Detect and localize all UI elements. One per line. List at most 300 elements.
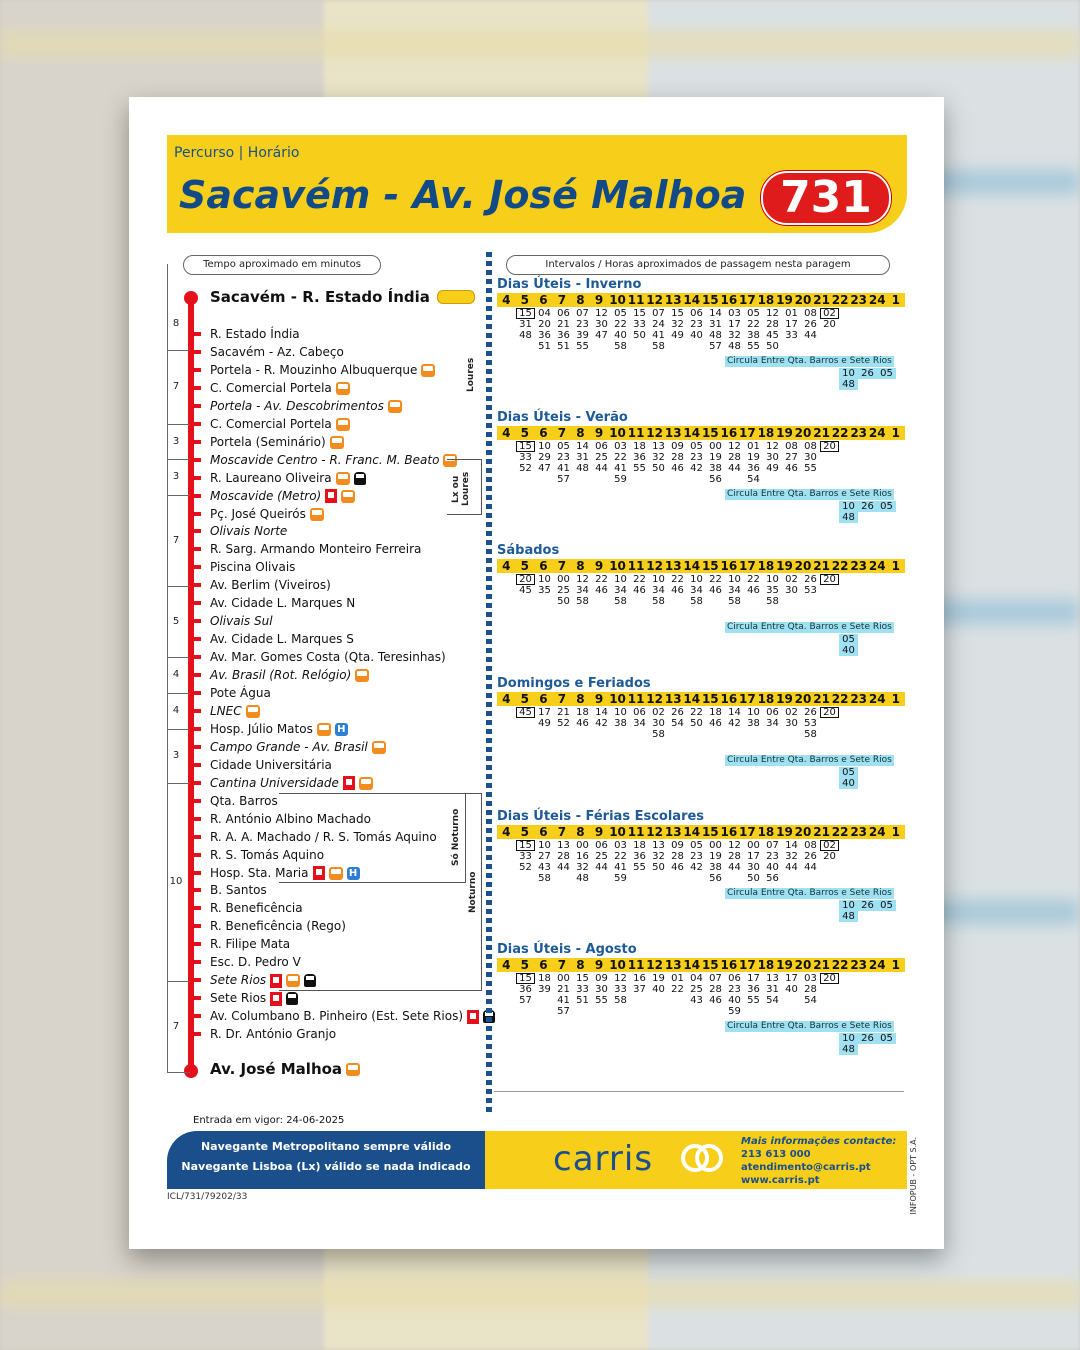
hour-label: 21 (813, 692, 830, 706)
zone-noturno-label: Noturno (468, 871, 478, 913)
hour-column (706, 308, 725, 352)
stop-label: Pote Água (210, 686, 271, 700)
stop-name (210, 684, 271, 702)
stop-name (210, 558, 295, 576)
hour-label: 13 (664, 825, 682, 839)
hour-label: 15 (701, 958, 719, 972)
hour-label: 8 (576, 692, 585, 706)
departure-minute: 59 (614, 873, 627, 884)
hour-label: 16 (720, 958, 738, 972)
departure-minute: 38 (747, 330, 760, 341)
hour-label: 7 (557, 825, 567, 839)
departure-minute: 18 (709, 707, 722, 718)
minutes-grid (497, 973, 905, 1053)
hour-column (516, 574, 535, 596)
hour-column (801, 574, 820, 596)
hour-label: 1 (891, 692, 900, 706)
departure-minute: 13 (557, 840, 570, 851)
departure-minute: 39 (576, 330, 589, 341)
departure-minute: 55 (804, 463, 817, 474)
stop-tick (188, 960, 201, 964)
departure-minute: 01 (785, 308, 798, 319)
minutes-grid (497, 840, 905, 920)
departure-minute: 51 (557, 341, 570, 352)
departure-minute: 02 (820, 308, 839, 319)
stop-tick (188, 996, 201, 1000)
departure-minute: 16 (576, 851, 589, 862)
time-note: Tempo aproximado em minutos (183, 255, 381, 275)
departure-minute: 46 (671, 463, 684, 474)
stop-name (210, 288, 430, 306)
departure-minute: 44 (595, 862, 608, 873)
hour-label: 11 (627, 293, 645, 307)
hour-column (516, 707, 535, 718)
hour-column (782, 840, 801, 873)
night-service-note: Circula Entre Qta. Barros e Sete Rios (727, 755, 892, 765)
stop-name (210, 792, 278, 810)
hour-label: 16 (720, 692, 738, 706)
departure-minute: 05 (690, 840, 703, 851)
hour-column (763, 840, 782, 884)
hour-label: 18 (757, 293, 775, 307)
departure-minute: 01 (747, 441, 760, 452)
night-minute: 48 (839, 1044, 858, 1055)
hour-label: 22 (831, 293, 849, 307)
departure-minute: 18 (576, 707, 589, 718)
departure-minute: 17 (747, 973, 760, 984)
departure-minute: 48 (576, 463, 589, 474)
hour-column (725, 441, 744, 474)
hour-column (687, 707, 706, 729)
hour-label: 20 (794, 293, 812, 307)
hour-label: 19 (776, 958, 793, 972)
hour-column (592, 441, 611, 474)
departure-minute: 58 (614, 341, 627, 352)
stop-label: Pç. José Queirós (210, 506, 306, 521)
departure-minute: 40 (690, 330, 703, 341)
departure-minute: 14 (576, 441, 589, 452)
navegante-lisboa: Navegante Lisboa (Lx) válido se nada indicado (181, 1160, 471, 1173)
night-minute: 05 (877, 368, 896, 379)
hour-label: 12 (646, 958, 663, 972)
departure-minute: 20 (820, 441, 839, 452)
departure-minute: 55 (633, 862, 646, 873)
hour-label: 15 (701, 692, 719, 706)
departure-minute: 38 (614, 718, 627, 729)
departure-minute: 57 (557, 1006, 570, 1017)
night-service-note: Circula Entre Qta. Barros e Sete Rios (727, 888, 892, 898)
departure-minute: 20 (538, 319, 551, 330)
departure-minute: 03 (804, 973, 817, 984)
departure-minute: 27 (785, 452, 798, 463)
stop-name (210, 630, 354, 648)
hour-label: 24 (868, 559, 886, 573)
hour-label: 1 (891, 426, 900, 440)
departure-minute: 02 (785, 574, 798, 585)
night-minute: 10 (839, 1033, 858, 1044)
hour-label: 7 (557, 426, 567, 440)
hour-label: 24 (868, 293, 886, 307)
hour-column (820, 973, 839, 984)
hour-column (801, 707, 820, 740)
segment-minutes: 8 (172, 317, 180, 329)
hour-header (497, 825, 905, 839)
hour-label: 23 (850, 958, 868, 972)
hour-label: 10 (609, 958, 626, 972)
departure-minute: 37 (633, 984, 646, 995)
you-are-here-icon (437, 290, 475, 304)
departure-minute: 05 (557, 441, 570, 452)
stop-label: R. Filipe Mata (210, 937, 291, 952)
hour-column (668, 308, 687, 341)
night-departures (858, 501, 877, 512)
timetable-title: Dias Úteis - Inverno (497, 277, 642, 292)
phone[interactable]: 213 613 000 (741, 1149, 811, 1160)
stop-tick (188, 924, 201, 928)
segment-minutes: 3 (172, 471, 180, 482)
departure-minute: 16 (633, 973, 646, 984)
hour-label: 12 (646, 825, 663, 839)
hour-label: 15 (701, 559, 719, 573)
departure-minute: 26 (804, 707, 817, 718)
hour-column (630, 308, 649, 341)
hour-column (630, 973, 649, 995)
hour-column (573, 840, 592, 884)
hour-column (744, 441, 763, 485)
departure-minute: 46 (595, 585, 608, 596)
departure-minute: 10 (652, 574, 665, 585)
departure-minute: 00 (709, 840, 722, 851)
stop-label: Portela - Av. Descobrimentos (210, 398, 384, 413)
stop-label: Av. Cidade L. Marques S (210, 632, 354, 647)
zone-lx-label: Lx ou Loures (451, 471, 471, 507)
hour-label: 1 (891, 958, 900, 972)
carris-logo-icon (681, 1144, 725, 1174)
departure-minute: 00 (576, 840, 589, 851)
departure-minute: 00 (747, 840, 760, 851)
night-departures (839, 368, 858, 390)
bus-icon (246, 705, 260, 718)
hour-label: 10 (609, 293, 626, 307)
hour-label: 15 (701, 293, 719, 307)
hour-column (801, 308, 820, 341)
hour-header (497, 426, 905, 440)
hour-column (554, 973, 573, 1017)
stop-label: Moscavide (Metro) (210, 488, 322, 503)
departure-minute: 58 (614, 995, 627, 1006)
stop-tick (188, 1032, 201, 1036)
departure-minute: 59 (614, 474, 627, 485)
stop-label: Av. José Malhoa (210, 1060, 343, 1078)
hour-label: 4 (502, 958, 511, 972)
hour-label: 16 (720, 825, 738, 839)
departure-minute: 44 (595, 463, 608, 474)
header-subtitle: Percurso | Horário (174, 145, 300, 161)
hour-label: 22 (831, 692, 849, 706)
background-band (0, 30, 1080, 58)
hour-label: 15 (701, 825, 719, 839)
hour-column (535, 973, 554, 995)
hour-header (497, 958, 905, 972)
departure-minute: 14 (728, 707, 741, 718)
hour-label: 15 (701, 426, 719, 440)
stop-label: B. Santos (210, 883, 267, 898)
stop-tick (188, 1014, 201, 1018)
stop-label: C. Comercial Portela (210, 416, 332, 431)
hour-column (820, 840, 839, 862)
hour-label: 20 (794, 692, 812, 706)
departure-minute: 14 (785, 840, 798, 851)
departure-minute: 23 (690, 452, 703, 463)
hour-label: 23 (850, 825, 868, 839)
website-link[interactable]: www.carris.pt (741, 1175, 820, 1186)
hour-label: 14 (683, 293, 701, 307)
column-divider (486, 252, 492, 1112)
stop-tick (188, 637, 201, 641)
metro-icon (343, 776, 355, 790)
hour-column (801, 973, 820, 1006)
hour-label: 6 (539, 293, 548, 307)
metro-icon (325, 489, 337, 503)
hour-column (706, 574, 725, 596)
night-service-note: Circula Entre Qta. Barros e Sete Rios (727, 489, 892, 499)
stop-tick (188, 709, 201, 713)
departure-minute: 52 (519, 862, 532, 873)
stop-label: Portela - R. Mouzinho Albuquerque (210, 362, 418, 377)
route-line (188, 297, 194, 1072)
departure-minute: 17 (747, 851, 760, 862)
hour-column (725, 973, 744, 1017)
hour-label: 19 (776, 426, 793, 440)
stop-label: R. A. A. Machado / R. S. Tomás Aquino (210, 829, 437, 844)
stop-tick (188, 332, 201, 336)
hour-label: 17 (739, 426, 756, 440)
departure-minute: 40 (785, 984, 798, 995)
hour-column (725, 840, 744, 873)
timetable-block (497, 277, 905, 388)
departure-minute: 03 (614, 840, 627, 851)
departure-minute: 38 (747, 718, 760, 729)
departure-minute: 22 (595, 574, 608, 585)
departure-minute: 28 (804, 984, 817, 995)
hour-label: 5 (520, 692, 529, 706)
stop-label: Moscavide Centro - R. Franc. M. Beato (210, 452, 440, 467)
hour-label: 16 (720, 293, 738, 307)
departure-minute: 07 (709, 973, 722, 984)
interval-note: Intervalos / Horas aproximados de passagem nesta paragem (506, 255, 890, 275)
stop-label: R. António Albino Machado (210, 811, 371, 826)
departure-minute: 50 (633, 330, 646, 341)
header-banner (167, 135, 907, 233)
stop-tick (188, 619, 201, 623)
stop-tick (188, 404, 201, 408)
hour-column (611, 840, 630, 884)
departure-minute: 12 (595, 308, 608, 319)
stop-tick (188, 529, 201, 533)
departure-minute: 54 (671, 718, 684, 729)
hour-column (725, 707, 744, 729)
stop-name (210, 469, 366, 487)
hour-column (573, 973, 592, 1006)
departure-minute: 49 (766, 463, 779, 474)
hour-label: 21 (813, 825, 830, 839)
night-minute: 05 (877, 1033, 896, 1044)
minutes-grid (497, 707, 905, 787)
night-minute: 10 (839, 900, 858, 911)
hour-label: 9 (594, 559, 604, 573)
departure-minute: 12 (728, 441, 741, 452)
segment-minutes: 5 (172, 615, 180, 627)
hour-column (820, 308, 839, 330)
hour-column (687, 441, 706, 474)
hour-label: 13 (664, 293, 682, 307)
departure-minute: 32 (728, 330, 741, 341)
departure-minute: 18 (538, 973, 551, 984)
departure-minute: 28 (766, 319, 779, 330)
segment-minutes: 7 (172, 1020, 180, 1032)
hour-column (592, 973, 611, 1006)
departure-minute: 34 (633, 718, 646, 729)
hour-column (535, 441, 554, 474)
departure-minute: 20 (820, 707, 839, 718)
departure-minute: 28 (671, 851, 684, 862)
departure-minute: 32 (652, 452, 665, 463)
departure-minute: 30 (785, 718, 798, 729)
hour-label: 11 (627, 692, 645, 706)
departure-minute: 59 (728, 1006, 741, 1017)
email-link[interactable]: atendimento@carris.pt (741, 1162, 871, 1173)
bus-icon (336, 418, 350, 431)
departure-minute: 22 (671, 984, 684, 995)
departure-minute: 58 (652, 341, 665, 352)
night-minute: 05 (839, 634, 858, 645)
departure-minute: 31 (519, 319, 532, 330)
hour-label: 10 (609, 825, 626, 839)
entry-date: Entrada em vigor: 24-06-2025 (193, 1115, 345, 1126)
hour-label: 16 (720, 559, 738, 573)
night-departures (839, 900, 858, 922)
departure-minute: 57 (557, 474, 570, 485)
departure-minute: 07 (766, 840, 779, 851)
segment-divider (167, 495, 190, 496)
departure-minute: 30 (652, 718, 665, 729)
segment-divider (167, 459, 190, 460)
departure-minute: 21 (557, 319, 570, 330)
departure-minute: 55 (747, 995, 760, 1006)
departure-minute: 36 (519, 984, 532, 995)
hour-label: 5 (520, 825, 529, 839)
hour-label: 10 (609, 426, 626, 440)
departure-minute: 22 (671, 574, 684, 585)
hour-label: 18 (757, 559, 775, 573)
departure-minute: 19 (709, 452, 722, 463)
stop-label: R. Dr. António Granjo (210, 1027, 337, 1042)
stop-label: Campo Grande - Av. Brasil (210, 739, 368, 754)
hour-column (535, 840, 554, 884)
departure-minute: 25 (557, 585, 570, 596)
hour-column (782, 707, 801, 729)
stop-label: Esc. D. Pedro V (210, 955, 301, 970)
departure-minute: 46 (747, 585, 760, 596)
minutes-grid (497, 574, 905, 654)
hour-column (516, 840, 535, 873)
departure-minute: 35 (538, 585, 551, 596)
hour-label: 9 (594, 293, 604, 307)
hour-label: 14 (683, 559, 701, 573)
timetable-block (497, 676, 905, 787)
departure-minute: 48 (576, 873, 589, 884)
departure-minute: 00 (557, 574, 570, 585)
hour-label: 20 (794, 958, 812, 972)
departure-minute: 23 (690, 851, 703, 862)
departure-minute: 18 (633, 840, 646, 851)
stop-label: Hosp. Sta. Maria (210, 865, 309, 880)
departure-minute: 36 (633, 452, 646, 463)
hour-column (763, 574, 782, 607)
departure-minute: 06 (557, 308, 570, 319)
night-service-note: Circula Entre Qta. Barros e Sete Rios (727, 622, 892, 632)
hour-label: 9 (594, 958, 604, 972)
hour-label: 22 (831, 559, 849, 573)
departure-minute: 52 (519, 463, 532, 474)
stop-label: R. Laureano Oliveira (210, 470, 332, 485)
hour-column (516, 308, 535, 341)
departure-minute: 10 (538, 574, 551, 585)
hour-label: 12 (646, 426, 663, 440)
departure-minute: 22 (690, 707, 703, 718)
night-minute: 48 (839, 512, 858, 523)
contact-info (741, 1135, 896, 1187)
departure-minute: 03 (728, 308, 741, 319)
hour-label: 14 (683, 958, 701, 972)
hour-label: 8 (576, 958, 585, 972)
departure-minute: 06 (728, 973, 741, 984)
segment-minutes: 3 (172, 435, 180, 447)
hour-label: 10 (609, 692, 626, 706)
departure-minute: 23 (728, 984, 741, 995)
stop-label: R. Estado Índia (210, 327, 300, 341)
night-service-note: Circula Entre Qta. Barros e Sete Rios (727, 1021, 892, 1031)
departure-minute: 47 (538, 463, 551, 474)
hour-label: 8 (576, 426, 585, 440)
stop-name (210, 487, 355, 505)
departure-minute: 03 (614, 441, 627, 452)
departure-minute: 50 (766, 341, 779, 352)
stop-name (210, 1007, 495, 1025)
departure-minute: 46 (671, 585, 684, 596)
segment-divider (167, 424, 190, 425)
hour-column (554, 574, 573, 607)
departure-minute: 09 (595, 973, 608, 984)
departure-minute: 54 (747, 474, 760, 485)
departure-minute: 57 (519, 995, 532, 1006)
departure-minute: 33 (519, 452, 532, 463)
segment-divider (167, 350, 190, 351)
hour-column (763, 308, 782, 352)
departure-minute: 28 (671, 452, 684, 463)
departure-minute: 40 (652, 984, 665, 995)
stop-tick (188, 476, 201, 480)
departure-minute: 12 (766, 441, 779, 452)
divider-line (494, 1091, 904, 1092)
departure-minute: 44 (728, 463, 741, 474)
carris-logo-text: carris (553, 1139, 654, 1179)
stop-name (210, 343, 344, 361)
departure-minute: 39 (538, 984, 551, 995)
stop-label: Av. Cidade L. Marques N (210, 596, 356, 611)
departure-minute: 58 (538, 873, 551, 884)
segment-minutes: 10 (169, 876, 183, 887)
